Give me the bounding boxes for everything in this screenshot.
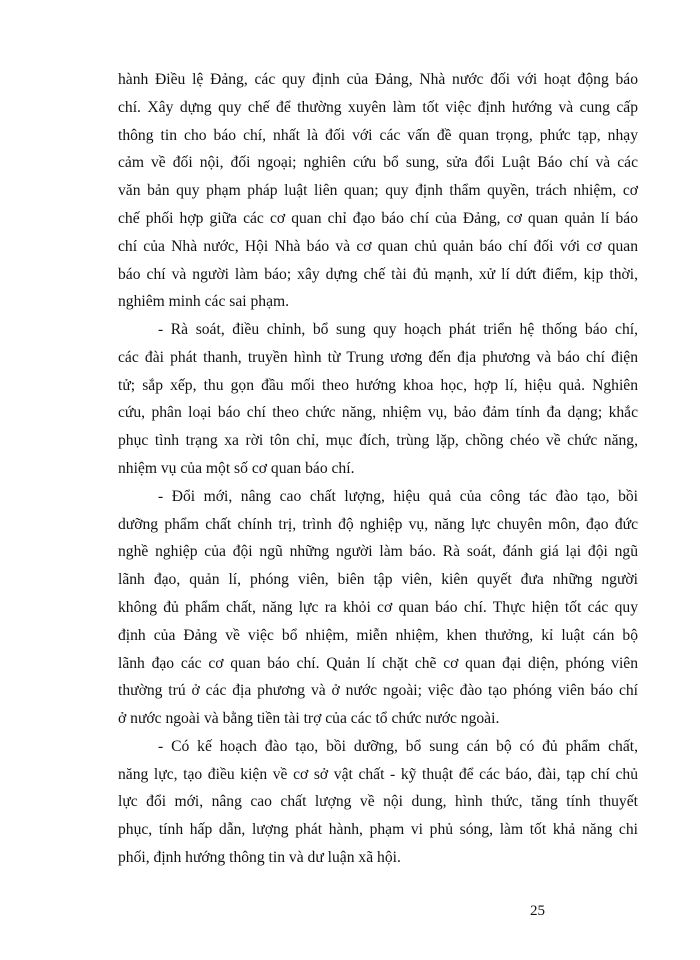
- text-line: văn bản quy phạm pháp luật liên quan; quy định thẩm quyền, trách nhiệm, cơ: [118, 182, 638, 199]
- text-line: thông tin cho báo chí, nhất là đối với các vấn đề quan trọng, phức tạp, nhạy: [118, 127, 638, 144]
- text-line: lãnh đạo, quản lí, phóng viên, biên tập viên, kiên quyết đưa những người: [118, 571, 638, 588]
- text-line: nghiêm minh các sai phạm.: [118, 293, 290, 310]
- text-line: lực đổi mới, nâng cao chất lượng về nội dung, hình thức, tăng tính thuyết: [118, 793, 638, 810]
- text-line: cứu, phân loại báo chí theo chức năng, nhiệm vụ, bảo đảm tính đa dạng; khắc: [118, 404, 638, 421]
- text-line: năng lực, tạo điều kiện về cơ sở vật chất - kỹ thuật để các báo, đài, tạp chí chủ: [118, 766, 638, 783]
- text-line: chế phối hợp giữa các cơ quan chỉ đạo báo chí của Đảng, cơ quan quản lí báo: [118, 210, 638, 227]
- text-line: - Có kế hoạch đào tạo, bồi dưỡng, bổ sung cán bộ có đủ phẩm chất,: [158, 738, 638, 755]
- text-line: tử; sắp xếp, thu gọn đầu mối theo hướng khoa học, hợp lí, hiệu quả. Nghiên: [118, 377, 638, 394]
- text-line: không đủ phẩm chất, năng lực ra khỏi cơ quan báo chí. Thực hiện tốt các quy: [118, 599, 638, 616]
- text-line: các đài phát thanh, truyền hình từ Trung ương đến địa phương và báo chí điện: [118, 349, 638, 366]
- text-line: ở nước ngoài và bằng tiền tài trợ của các tổ chức nước ngoài.: [118, 710, 500, 727]
- text-line: thường trú ở các địa phương và ở nước ngoài; việc đào tạo phóng viên báo chí: [118, 682, 638, 699]
- text-line: phối, định hướng thông tin và dư luận xã hội.: [118, 849, 401, 866]
- text-line: nghề nghiệp của đội ngũ những người làm báo. Rà soát, đánh giá lại đội ngũ: [118, 543, 638, 560]
- text-line: chí. Xây dựng quy chế để thường xuyên làm tốt việc định hướng và cung cấp: [118, 99, 638, 116]
- page-number: 25: [530, 903, 545, 919]
- text-line: báo chí và người làm báo; xây dựng chế tài đủ mạnh, xử lí dứt điểm, kịp thời,: [118, 266, 638, 283]
- text-line: lãnh đạo các cơ quan báo chí. Quản lí chặt chẽ cơ quan đại diện, phóng viên: [118, 655, 638, 672]
- text-line: hành Điều lệ Đảng, các quy định của Đảng, Nhà nước đối với hoạt động báo: [118, 71, 638, 88]
- text-line: nhiệm vụ của một số cơ quan báo chí.: [118, 460, 355, 477]
- text-line: - Rà soát, điều chỉnh, bổ sung quy hoạch phát triển hệ thống báo chí,: [158, 321, 638, 338]
- text-line: dưỡng phẩm chất chính trị, trình độ nghiệp vụ, năng lực chuyên môn, đạo đức: [118, 516, 638, 533]
- text-line: chí của Nhà nước, Hội Nhà báo và cơ quan chủ quản báo chí đối với cơ quan: [118, 238, 638, 255]
- text-line: cảm về đối nội, đối ngoại; nghiên cứu bổ sung, sửa đổi Luật Báo chí và các: [118, 154, 638, 171]
- text-line: phục, tính hấp dẫn, lượng phát hành, phạm vi phủ sóng, làm tốt khả năng chi: [118, 821, 638, 838]
- text-line: định của Đảng về việc bổ nhiệm, miễn nhiệm, khen thưởng, kỉ luật cán bộ: [118, 627, 638, 644]
- text-line: - Đổi mới, nâng cao chất lượng, hiệu quả của công tác đào tạo, bồi: [158, 488, 638, 505]
- text-line: phục tình trạng xa rời tôn chỉ, mục đích, trùng lặp, chồng chéo về chức năng,: [118, 432, 638, 449]
